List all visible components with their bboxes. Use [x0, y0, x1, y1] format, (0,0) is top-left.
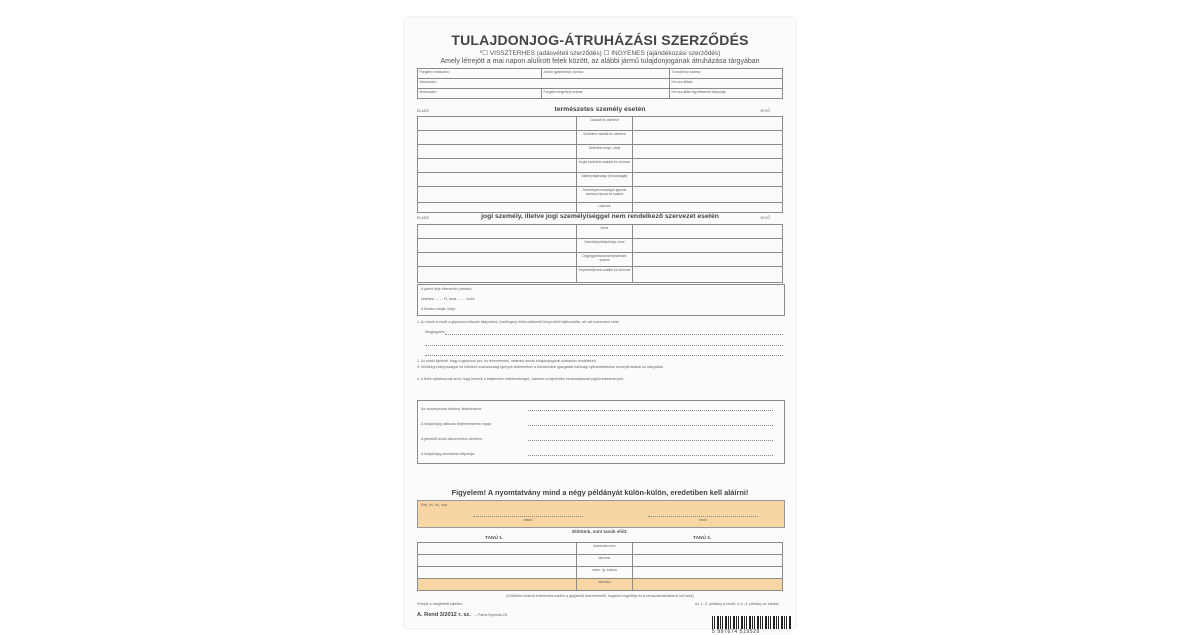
- registration-row-line[interactable]: [528, 455, 773, 456]
- signature-warning: Figyelem! A nyomtatvány mind a négy példányát külön-külön, eredetiben kell aláírni!: [451, 488, 749, 497]
- registration-row-line[interactable]: [528, 425, 773, 426]
- intro-text: Amely létrejött a mai napon alulírott felek között, az alábbi jármű tulajdonjogának átruházása tárgyában: [440, 58, 760, 65]
- witness-row-label: lakcíme: [577, 555, 633, 567]
- clause-3: 3. Minőségi hiányosságok és kötelező szavatossági igények tekintetében a közlekedési igazgatási hatósági nyilvántartásban szereplő adatok az irányadók.: [417, 365, 664, 369]
- footnote: (Külföldön történő értékesítés esetén a gépjármű kivezetéséről, forgalmi engedélyt és a rendszámtáblákat le kell adni): [506, 594, 694, 598]
- form-code: A. Rend 3/2012 r. sz.: [417, 612, 471, 618]
- row-label: Cégjegyzékszáma/nyilvántart. száma: [577, 253, 633, 267]
- remarks-line[interactable]: [425, 345, 783, 346]
- contract-type-options: *☐ VISSZTERHES (adásvételi szerződés) ☐ INGYENES (ajándékozási szerződés): [479, 50, 721, 57]
- natural-person-table: [417, 116, 783, 213]
- registration-row-line[interactable]: [528, 410, 773, 411]
- signature-date-label: Kelt, év, hó, nap:: [421, 503, 448, 507]
- registration-box: [417, 400, 785, 464]
- registration-row-label: A tulajdonjog változás bejelentésének napja:: [421, 422, 492, 426]
- remarks-label: Megjegyzés:: [425, 330, 446, 334]
- witness-table: [417, 542, 783, 591]
- registration-row-line[interactable]: [528, 440, 773, 441]
- row-label: Székhelye/telephelye címe: [577, 239, 633, 253]
- witness-row-label: olvasható neve: [577, 543, 633, 555]
- row-label: Családi és utóneve: [577, 117, 633, 131]
- seller-signature-line[interactable]: [473, 516, 583, 517]
- registration-row-label: Az okmányiroda dátuma, iktatószáma:: [421, 407, 482, 411]
- witness-2-label: TANÚ 2.: [693, 536, 712, 541]
- legal-person-table: [417, 224, 783, 283]
- clause-1: 1. Az eladó a vevőt a gépkocsi műszaki állapotáról, (esetleges) értékcsökkentő tényezőiről tájékoztatta, aki azt tudomásul vette.: [417, 320, 620, 324]
- vehicle-field: Forgalmi rendszám:: [418, 69, 542, 79]
- seller-label: ELADÓ: [417, 109, 430, 113]
- remarks-line[interactable]: [425, 355, 783, 356]
- row-label: Születési helye, ideje: [577, 145, 633, 159]
- price-line: vételára ........ Ft, azaz ........ forint: [421, 297, 475, 301]
- clause-2: 2. Az eladó kijelenti, hogy a gépkocsi per- és tehermentes, valamint annak tulajdonjogával szabadon rendelkezik.: [417, 359, 597, 363]
- vehicle-field: Km óra állás rögzítésének időpontja:: [670, 89, 783, 99]
- seller-label: ELADÓ: [417, 216, 430, 220]
- row-label: Születési családi és utóneve: [577, 131, 633, 145]
- witness-1-label: TANÚ 1.: [485, 536, 504, 541]
- row-label: Állampolgársága (honosságai): [577, 173, 633, 187]
- vehicle-field: Km óra állása:: [670, 79, 783, 89]
- vehicle-field: Forgalmi engedély száma:: [542, 89, 670, 99]
- witness-heading: Előttünk, mint tanúk előtt:: [572, 529, 628, 534]
- price-label: A jármű telje ellenérték (vételár):: [421, 287, 473, 291]
- registration-row-label: A járműről szóló dokumentum átvétele:: [421, 437, 483, 441]
- publisher: – Pátria Nyomda Zrt.: [475, 613, 509, 617]
- payment-label: A fizetés módja, ideje:: [421, 307, 456, 311]
- buyer-label: VEVŐ: [760, 109, 770, 113]
- vehicle-field: Alvázszám:: [418, 79, 670, 89]
- buyer-label: VEVŐ: [760, 216, 770, 220]
- buyer-signature-label: vevő: [699, 518, 707, 522]
- row-label: Személyazonosságot igazoló okmány típusa és száma: [577, 187, 633, 203]
- vehicle-field: Törzskönyv száma:: [670, 69, 783, 79]
- row-label: Anyja születési családi és utóneve: [577, 159, 633, 173]
- witness-row-label: szem. ig. száma: [577, 567, 633, 579]
- row-label: Lakcíme: [577, 203, 633, 213]
- vehicle-field: Motorszám:: [418, 89, 542, 99]
- registration-row-label: A tulajdonjog átruházás időpontja:: [421, 452, 475, 456]
- seller-signature-label: eladó: [523, 518, 533, 522]
- price-box: [417, 284, 785, 316]
- witness-row-label: aláírása: [577, 579, 633, 591]
- asterisk-note: *Kérjük a megfelelőt kijelölni.: [417, 602, 463, 606]
- barcode-number: 5 997674 519529: [712, 629, 792, 635]
- clause-4: 4. A felek nyilatkoznak arról, hogy ismerik a bejelentési kötelezettséget, valamint a bejelentés elmaradásának jogkövetkezményeit.: [417, 377, 624, 381]
- buyer-signature-line[interactable]: [648, 516, 758, 517]
- natural-person-heading: természetes személy esetén: [554, 106, 646, 113]
- row-label: Képviselőjének családi és utóneve: [577, 267, 633, 283]
- vehicle-field: Jármű gyártmánya, típusa:: [542, 69, 670, 79]
- legal-person-heading: jogi személy, illetve jogi személyiséggel nem rendelkező szervezet esetén: [481, 213, 719, 220]
- row-label: Neve: [577, 225, 633, 239]
- signature-box: [417, 500, 785, 528]
- remarks-line[interactable]: [445, 334, 783, 335]
- copy-note: Az 1.–2. példány a vevőé, a 3.–4. példány az eladóé.: [695, 602, 780, 606]
- contract-form-sheet: [405, 18, 795, 635]
- document-title: TULAJDONJOG-ÁTRUHÁZÁSI SZERZŐDÉS: [451, 32, 749, 48]
- vehicle-data-table: [417, 68, 783, 99]
